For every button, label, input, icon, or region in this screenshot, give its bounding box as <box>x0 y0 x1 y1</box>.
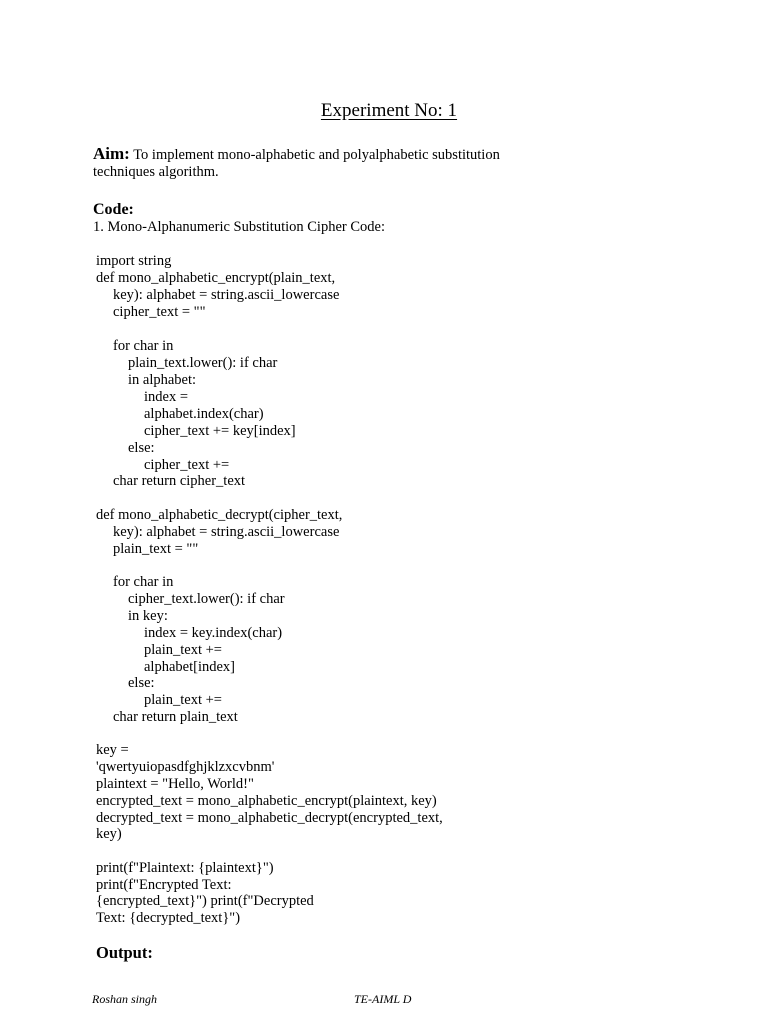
code-line: plaintext = "Hello, World!" <box>96 776 254 792</box>
code-line: plain_text = "" <box>113 541 199 557</box>
code-line: alphabet.index(char) <box>144 406 264 422</box>
output-heading: Output: <box>96 943 153 962</box>
code-line: encrypted_text = mono_alphabetic_encrypt(plaintext, key) <box>96 793 437 809</box>
code-line: index = <box>144 389 189 405</box>
code-line: plain_text += <box>144 692 222 708</box>
code-line: key): alphabet = string.ascii_lowercase <box>113 287 340 303</box>
code-line: plain_text += <box>144 642 222 658</box>
code-line: key = <box>96 742 129 758</box>
aim-paragraph <box>93 145 563 181</box>
code-line: key): alphabet = string.ascii_lowercase <box>113 524 340 540</box>
code-line: else: <box>128 440 155 456</box>
code-line: import string <box>96 253 172 269</box>
code-line: print(f"Plaintext: {plaintext}") <box>96 860 274 876</box>
code-subtitle: 1. Mono-Alphanumeric Substitution Cipher Code: <box>93 219 385 235</box>
code-line: print(f"Encrypted Text: <box>96 877 232 893</box>
code-line: for char in <box>113 338 174 354</box>
code-line: index = key.index(char) <box>144 625 283 641</box>
code-line: in key: <box>128 608 168 624</box>
aim-label: Aim: <box>93 144 130 163</box>
code-line: char return plain_text <box>113 709 238 725</box>
footer-class: TE-AIML D <box>354 992 412 1006</box>
code-line: for char in <box>113 574 174 590</box>
code-line: cipher_text += <box>144 457 230 473</box>
code-line: cipher_text.lower(): if char <box>128 591 285 607</box>
code-line: char return cipher_text <box>113 473 246 489</box>
code-line: {encrypted_text}") print(f"Decrypted <box>96 893 314 909</box>
aim-text: To implement mono-alphabetic and polyalphabetic substitution techniques algorithm. <box>93 147 500 180</box>
code-line: cipher_text += key[index] <box>144 423 296 439</box>
code-line: key) <box>96 826 122 842</box>
code-line: def mono_alphabetic_encrypt(plain_text, <box>96 270 336 286</box>
page-title: Experiment No: 1 <box>320 100 458 121</box>
code-heading: Code: <box>93 201 134 218</box>
code-line: 'qwertyuiopasdfghjklzxcvbnm' <box>96 759 275 775</box>
code-line: alphabet[index] <box>144 659 235 675</box>
code-line: def mono_alphabetic_decrypt(cipher_text, <box>96 507 343 523</box>
code-line: decrypted_text = mono_alphabetic_decrypt(encrypted_text, <box>96 810 443 826</box>
code-line: in alphabet: <box>128 372 197 388</box>
code-line: cipher_text = "" <box>113 304 206 320</box>
code-line: else: <box>128 675 155 691</box>
code-line: plain_text.lower(): if char <box>128 355 278 371</box>
footer-author: Roshan singh <box>92 992 158 1006</box>
code-line: Text: {decrypted_text}") <box>96 910 241 926</box>
